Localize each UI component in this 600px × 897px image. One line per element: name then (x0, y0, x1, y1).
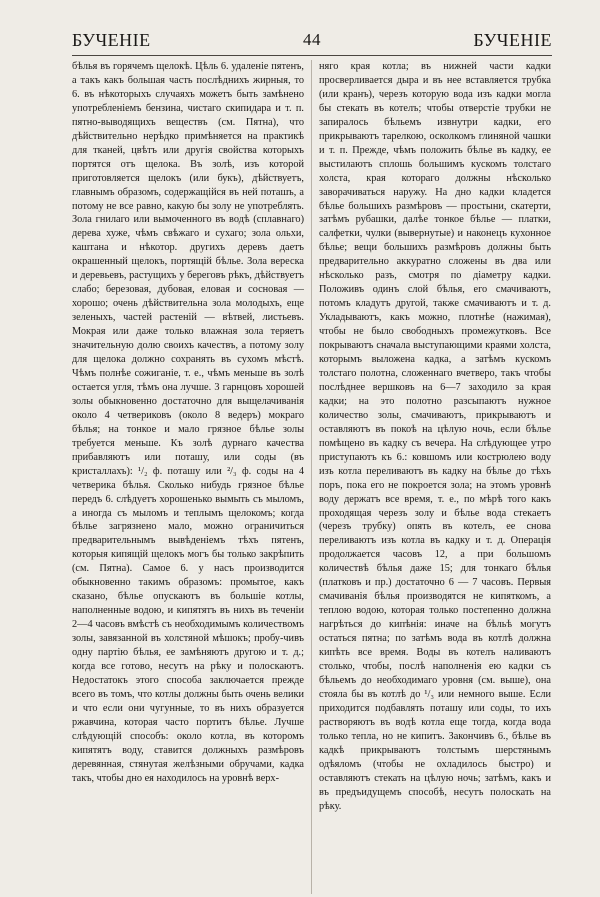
text-column-right (319, 60, 551, 894)
page-number: 44 (303, 30, 321, 49)
column-right-text: няго края котла; въ нижней части кадки просверливается дыра и въ нее вставляется трубка (или кранъ), черезъ которую вода изъ кадки могла бы стекать въ котелъ; чтобы отверстіе трубки не запиралось бѣльемъ извнутри кадки, его прикрываютъ тарелкою, осколкомъ глиняной чашки и т. п. Прежде, чѣмъ положить бѣлье въ кадку, ее выстилаютъ сплошь большимъ кускомъ толстаго холста, края котораго должны нѣсколько заворачиваться наружу. На дно кадки кладется бѣлье большихъ размѣровъ — простыни, скатерти, затѣмъ рубашки, далѣе тонкое бѣлье — платки, салфетки, чулки (вывернутые) и наконецъ кухонное бѣлье; вещи большихъ размѣровъ должны быть предварительно аккуратно сложены въ два или нѣсколько разъ, смотря по діаметру кадки. Положивъ одинъ слой бѣлья, его смачиваютъ, потомъ кладутъ другой, также смачиваютъ и т. д. Укладываютъ, какъ можно, плотнѣе (нажимая), чтобы не было свободныхъ промежутковъ. Все покрываютъ сначала выступающими краями холста, которымъ выложена кадка, а затѣмъ кускомъ толстаго полотна, сложеннаго вчетверо, такъ чтобы послѣднее вершковъ на 6—7 заходило за края кадки; на это полотно разсыпаютъ нужное количество золы, смачиваютъ, прикрываютъ и оставляютъ въ покоѣ на цѣлую ночь, если бѣлье помѣщено въ кадку съ вечера. На слѣдующее утро приступаютъ къ 6.: ковшомъ или кострюлею воду изъ котла переливаютъ въ кадку на бѣлье до тѣхъ поръ, пока его не покроется зола; на этомъ уровнѣ воду держатъ все время, т. е., по мѣрѣ того какъ проходящая черезъ золу и бѣлье вода стекаетъ (черезъ трубку) опять въ котелъ, ее снова переливаютъ изъ котла въ кадку и т. д. Операція продолжается часовъ 12, а при большомъ количествѣ бѣлья даже 15; для тонкаго бѣлья (платковъ и пр.) достаточно 6 — 7 часовъ. Первыя смачиванія бѣлья производятся не кипяткомъ, а теплою водою, которая только постепенно должна нагрѣться до кипѣнія: иначе на бѣльѣ могутъ остаться пятна; по затѣмъ вода въ котлѣ должна кипѣть все время. Воды въ котелъ наливаютъ столько, чтобы, послѣ наполненія ею кадки съ бѣльемъ до необходимаго уровня (см. выше), она стояла бы въ котлѣ до ¹/₃ или немного выше. Если приходится подбавлять поташу или соды, то ихъ растворяютъ въ водѣ котла еще тогда, когда вода только тепла, но не кипитъ. Закончивъ 6., бѣлье въ кадкѣ прикрываютъ толстымъ шерстянымъ одѣяломъ (чтобы не охладилось быстро) и оставляютъ стекать на цѣлую ночь; затѣмъ, какъ и въ предъидущемъ способѣ, несутъ полоскать на рѣку. (319, 61, 551, 812)
running-title-left: БУЧЕНІЕ (72, 30, 151, 50)
text-column-left (72, 60, 304, 894)
running-title-right: БУЧЕНІЕ (473, 30, 552, 50)
page-header (72, 30, 552, 52)
header-rule (72, 55, 552, 56)
column-left-text: бѣлья въ горячемъ щелокѣ. Цѣль 6. удаленіе пятенъ, а такъ какъ большая часть послѣднихъ жирныя, то 6. въ нѣкоторыхъ случаяхъ можетъ быть замѣнено употребленіемъ бензина, чистаго скипидара и т. п. пятно-выводящихъ веществъ (см. Пятна), что дѣйствительно нерѣдко примѣняется на практикѣ для тканей, цвѣтъ или другія свойства которыхъ портятся отъ щелока. Въ золѣ, изъ которой приготовляется щелокъ (или букъ), дѣйствуетъ, главнымъ образомъ, содержащійся въ ней поташъ, а потому не все равно, какую бы золу не употреблять. Зола гнилаго или вымоченного въ водѣ (сплавнаго) дерева хуже, чѣмъ свѣжаго и сухаго; зола ольхи, каштана и нѣкотор. другихъ деревъ даетъ окрашенный щелокъ, портящій бѣлье. Зола вереска и деревьевъ, растущихъ у береговъ рѣкъ, дѣйствуетъ слабо; березовая, дубовая, еловая и сосновая — хорошо; очень дѣйствительна зола молодыхъ, еще зеленыхъ, частей растеній — вѣтвей, листьевъ. Мокрая или даже только влажная зола теряетъ значительную долю своихъ качествъ, а потому золу для щелока должно сохранять въ сухомъ мѣстѣ. Чѣмъ полнѣе сожиганіе, т. е., чѣмъ меньше въ золѣ остается угля, тѣмъ она лучше. 3 гарнцовъ хорошей золы обыкновенно достаточно для выщелачиванія около 4 четвериковъ (около 8 ведеръ) мокраго бѣлья; на тонкое и мало грязное бѣлье золы требуется меньше. Къ золѣ дурнаго качества прибавляютъ или поташу, или соды (въ кристаллахъ): ¹/₂ ф. поташу или ²/₃ ф. соды на 4 четверика бѣлья. Сколько нибудь грязное бѣлье передъ 6. слѣдуетъ хорошенько вымыть съ мыломъ, а иногда съ мыломъ и теплымъ щелокомъ; когда бѣлье загрязнено мало, можно ограничиться предварительнымъ вывѣденіемъ тѣхъ пятенъ, которыя кипящій щелокъ могъ бы только закрѣпить (см. Пятна). Самое 6. у насъ производится обыкновенно такимъ образомъ: промытое, какъ сказано, бѣлье опускаютъ въ большіе котлы, наполненные водою, и кипятятъ въ нихъ въ теченіи 2—4 часовъ вмѣстѣ съ необходимымъ количествомъ золы, завязанной въ холстяной мѣшокъ; пробу-чивъ одну партію бѣлья, ее замѣняютъ другою и т. д.; когда все готово, несутъ на рѣку и полоскаютъ. Недостатокъ этого способа заключается прежде всего въ томъ, что котлы должны быть очень велики и что если они чугунные, то въ нихъ образуется ржавчина, которая часто портитъ бѣлье. Лучше слѣдующій способъ: около котла, въ которомъ кипятятъ воду, ставится должныхъ размѣровъ деревянная, стянутая желѣзными обручами, кадка такъ, чтобы дно ея находилось на уровнѣ верх- (72, 61, 304, 784)
column-divider (311, 60, 312, 894)
